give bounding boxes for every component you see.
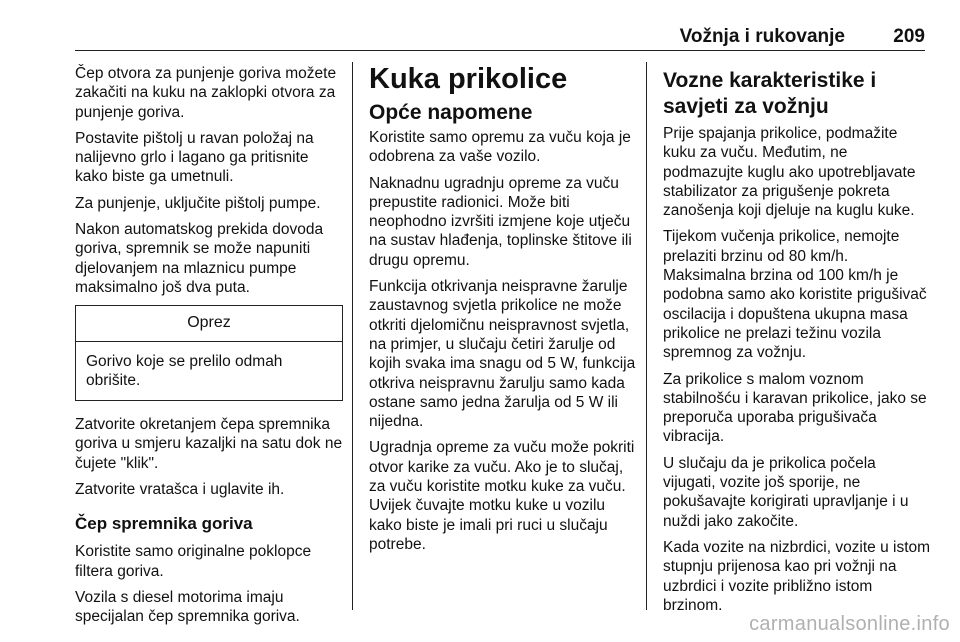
column-3 (663, 68, 931, 622)
subsection-title: Vozne karakteristike i savjeti za vožnju (663, 69, 877, 118)
caution-text: Gorivo koje se prelilo odmah obrišite. (86, 352, 283, 389)
column-1 (75, 64, 343, 634)
header-divider (75, 50, 925, 51)
column-divider-2 (646, 62, 647, 610)
paragraph: Naknadnu ugradnju opreme za vuču prepustite radionici. Može biti neophodno izvršiti izmjene koje utječu na sustav hlađenja, toplinske štitove ili drugu opremu. (369, 174, 632, 269)
paragraph: Koristite samo opremu za vuču koja je odobrena za vaše vozilo. (369, 129, 631, 166)
subsection-title: Opće napomene (369, 101, 533, 124)
chapter-title: Kuka prikolice (369, 63, 568, 95)
watermark: carmanualsonline.info (749, 613, 950, 635)
paragraph: Vozila s diesel motorima imaju specijalan čep spremnika goriva. (75, 588, 300, 626)
page-number: 209 (893, 26, 925, 47)
section-heading: Čep spremnika goriva (75, 514, 253, 534)
paragraph: Prije spajanja prikolice, podmažite kuku za vuču. Međutim, ne podmazujte kuglu ako upotrebljavate stabilizator za prigušenje pokreta zanošenja koji djeluje na kuglu kuke. (663, 125, 916, 220)
paragraph: U slučaju da je prikolica počela vijugati, vozite još sporije, ne pokušavajte korigirati upravljanje i u nuždi jako zakočite. (663, 454, 909, 530)
paragraph: Zatvorite okretanjem čepa spremnika goriva u smjeru kazaljki na satu dok ne čujete "klik". (75, 416, 343, 472)
section-title: Vožnja i rukovanje (679, 26, 845, 47)
column-2 (369, 62, 637, 561)
paragraph: Za prikolice s malom voznom stabilnošću i karavan prikolice, jako se preporuča uporaba prigušivača vibracija. (663, 370, 927, 446)
paragraph: Kada vozite na nizbrdici, vozite u istom stupnju prijenosa kao pri vožnji na uzbrdici i vozite približno istom brzinom. (663, 538, 931, 614)
caution-title: Oprez (76, 306, 342, 341)
paragraph: Funkcija otkrivanja neispravne žarulje zaustavnog svjetla prikolice ne može otkriti djelomičnu neispravnost svjetla, na primjer, u slučaju četiri žarulje od kojih svaka ima snagu od 5 W, funkcija otkriva neispravnu žarulju samo kada ostane samo jedna žarulja od 5 W ili nijedna. (369, 278, 636, 431)
page-header (75, 26, 925, 50)
caution-box (75, 305, 343, 401)
paragraph: Ugradnja opreme za vuču može pokriti otvor karike za vuču. Ako je to slučaj, za vuču koristite motku kuke za vuču. Uvijek čuvajte motku kuke u vozilu kako biste je imali pri ruci u slučaju potrebe. (369, 439, 635, 553)
paragraph: Čep otvora za punjenje goriva možete zakačiti na kuku na zaklopki otvora za punjenje goriva. (75, 65, 337, 121)
paragraph: Tijekom vučenja prikolice, nemojte prelaziti brzinu od 80 km/h. Maksimalna brzina od 100 km/h je podobna samo ako koristite prigušivač oscilacija i dopuštena ukupna masa prikolice ne prelazi težinu vozila spremnog za vožnju. (663, 228, 927, 362)
paragraph: Zatvorite vratašca i uglavite ih. (75, 481, 285, 499)
paragraph: Postavite pištolj u ravan položaj na nalijevno grlo i lagano ga pritisnite kako biste ga umetnuli. (75, 129, 314, 186)
column-divider-1 (352, 62, 353, 610)
paragraph: Za punjenje, uključite pištolj pumpe. (75, 194, 321, 212)
paragraph: Nakon automatskog prekida dovoda goriva, spremnik se može napuniti djelovanjem na mlaznicu pumpe maksimalno još dva puta. (75, 221, 324, 296)
paragraph: Koristite samo originalne poklopce filtera goriva. (75, 543, 312, 580)
